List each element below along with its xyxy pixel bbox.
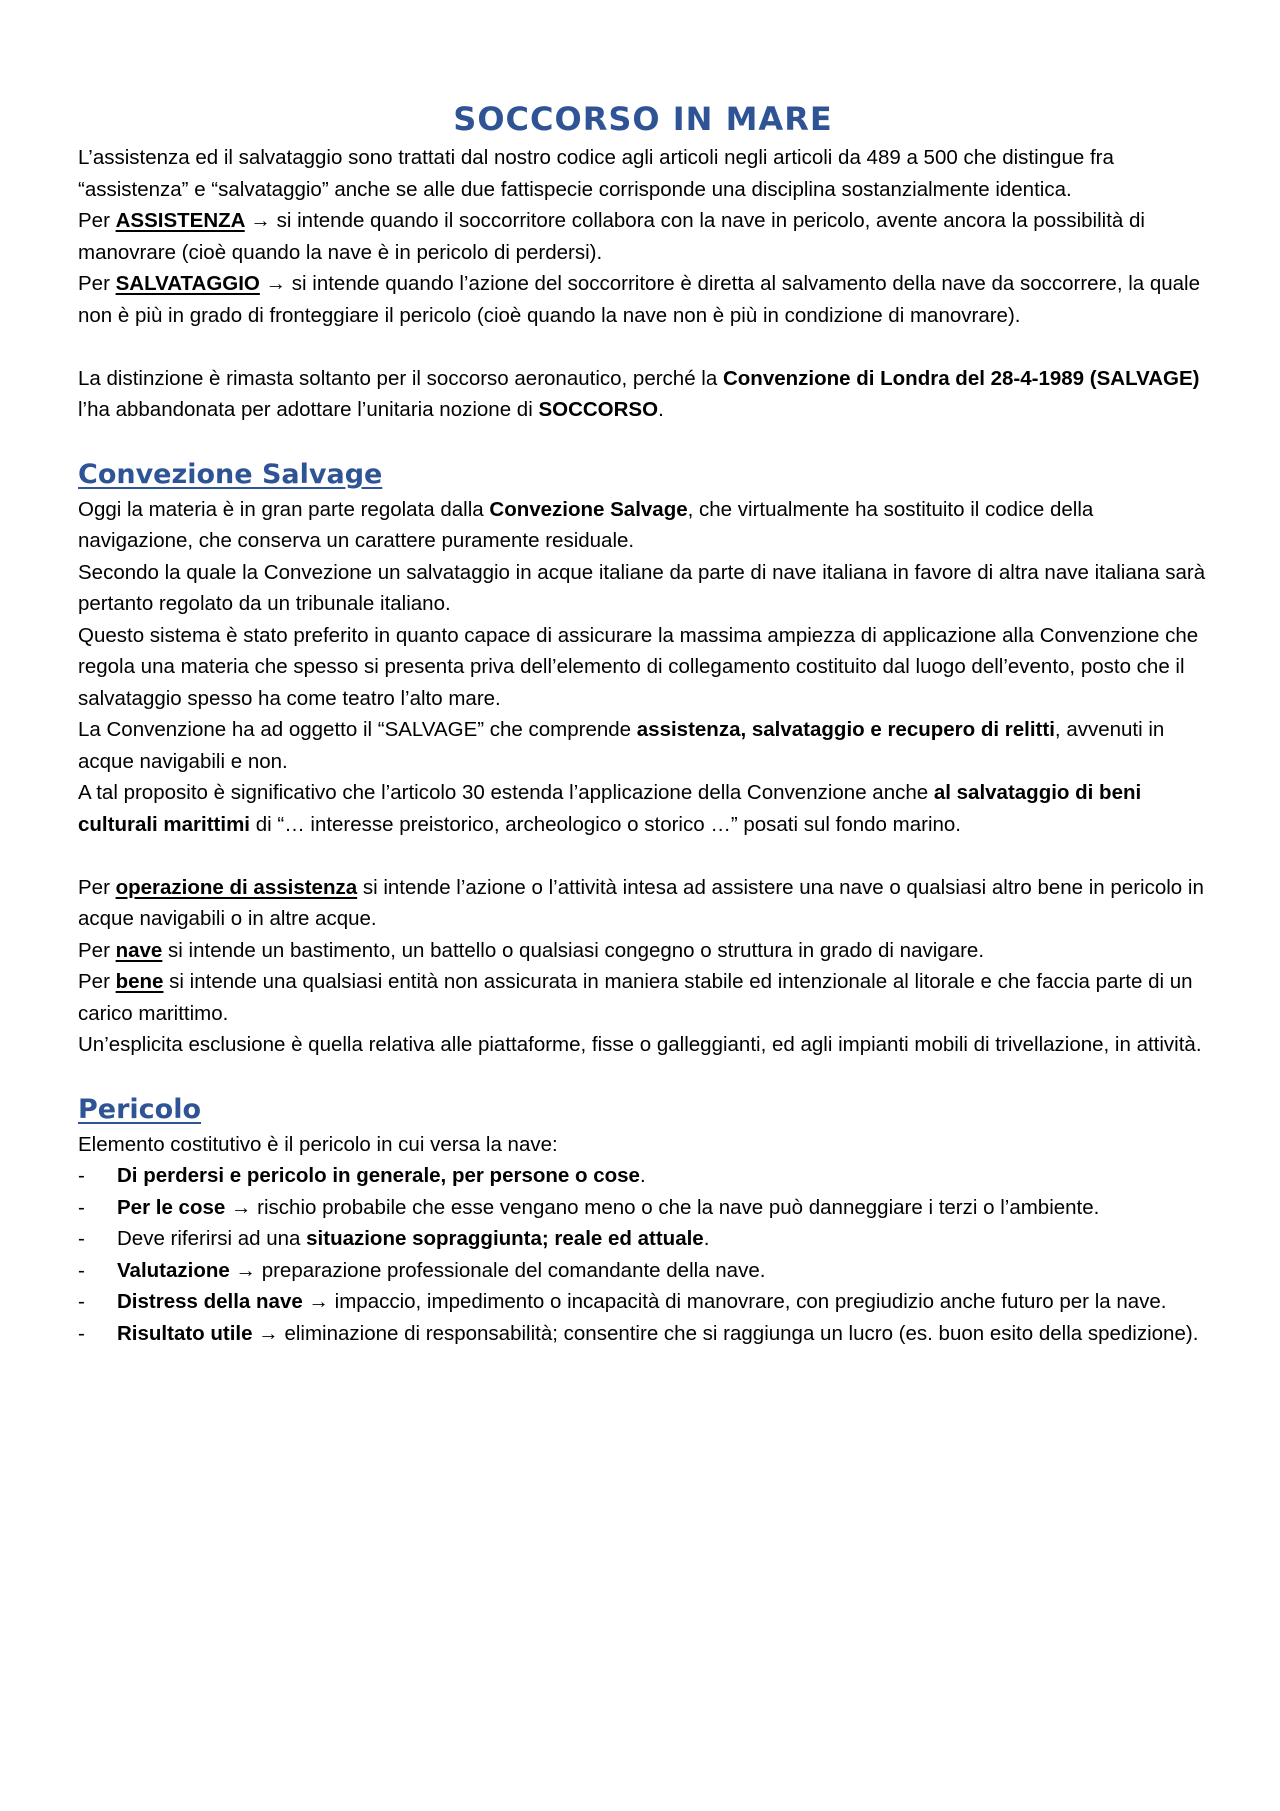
- salvage-paragraph-2: Secondo la quale la Convezione un salvataggio in acque italiane da parte di nave italiana in favore di altra nave italiana sarà pertanto regolato da un tribunale italiano.: [78, 560, 1206, 615]
- text-fragment: A tal proposito è significativo che l’articolo 30 estenda l’applicazione della Convenzione anche: [78, 781, 934, 804]
- text-fragment: si intende una qualsiasi entità non assicurata in maniera stabile ed intenzionale al litorale e che faccia parte di un carico marittimo.: [78, 970, 1193, 1025]
- text-fragment: si intende l’azione o l’attività intesa ad assistere una nave o qualsiasi altro bene in pericolo in acque navigabili o in altre acque.: [78, 875, 1204, 930]
- salvage-paragraph-5: [78, 777, 1208, 840]
- bold-fragment: Convezione Salvage: [489, 497, 688, 521]
- dash-bullet: -: [78, 1258, 85, 1282]
- list-item: [78, 1255, 1208, 1287]
- section-heading-salvage: Convezione Salvage: [78, 458, 383, 490]
- list-item: [78, 1286, 1208, 1318]
- text-fragment: Oggi la materia è in gran parte regolata dalla: [78, 497, 490, 521]
- text-fragment: Per: [78, 272, 116, 295]
- text-fragment: si intende quando il soccorritore collabora con la nave in pericolo, avente ancora la possibilità di manovrare (cioè quando la nave è in pericolo di perdersi).: [78, 209, 1145, 264]
- document-title: SOCCORSO IN MARE: [453, 100, 833, 138]
- arrow-icon: →: [252, 1321, 285, 1345]
- spacer: [78, 331, 1208, 363]
- bold-fragment: assistenza, salvataggio e recupero di relitti: [636, 718, 1055, 741]
- arrow-icon: →: [225, 1195, 258, 1219]
- dash-bullet: -: [78, 1321, 85, 1345]
- definition-bene: [78, 966, 1208, 1029]
- text-fragment: La Convenzione ha ad oggetto il “SALVAGE” che comprende: [78, 718, 637, 741]
- dash-bullet: -: [78, 1290, 85, 1313]
- text-fragment: .: [658, 398, 664, 421]
- pericolo-list: [78, 1160, 1208, 1349]
- salvage-paragraph-4: [78, 714, 1208, 777]
- text-fragment: impaccio, impedimento o incapacità di manovrare, con pregiudizio anche futuro per la nave.: [334, 1290, 1167, 1313]
- intro-paragraph-salvataggio: [78, 268, 1208, 331]
- list-item: [78, 1192, 1208, 1224]
- arrow-icon: →: [259, 272, 292, 295]
- text-fragment: Per: [78, 209, 116, 232]
- arrow-icon: →: [229, 1258, 262, 1282]
- bold-fragment: SOCCORSO: [538, 398, 659, 421]
- list-item: [78, 1160, 1208, 1192]
- list-item: [78, 1318, 1208, 1350]
- salvage-paragraph-3: Questo sistema è stato preferito in quanto capace di assicurare la massima ampiezza di applicazione alla Convenzione che regola una materia che spesso si presenta priva dell’elemento di collegamento costituito dal luogo dell’evento, posto che il salvataggio spesso ha come teatro l’alto mare.: [78, 623, 1199, 710]
- text-fragment: si intende un bastimento, un battello o qualsiasi congegno o struttura in grado di navigare.: [162, 938, 985, 962]
- bold-fragment: situazione sopraggiunta; reale ed attuale: [306, 1227, 704, 1250]
- text-fragment: Deve riferirsi ad una: [117, 1227, 307, 1250]
- bold-fragment: Convenzione di Londra del 28-4-1989 (SALVAGE): [722, 366, 1200, 390]
- text-fragment: rischio probabile che esse vengano meno o che la nave può danneggiare i terzi o l’ambiente.: [257, 1195, 1100, 1219]
- dash-bullet: -: [78, 1227, 85, 1250]
- intro-paragraph-distinzione: [78, 363, 1208, 426]
- text-fragment: , che virtualmente ha sostituito il codice della navigazione, che conserva un carattere puramente residuale.: [78, 497, 1094, 552]
- spacer: [78, 840, 1208, 872]
- text-fragment: .: [639, 1164, 646, 1187]
- text-fragment: l’ha abbandonata per adottare l’unitaria nozione di: [78, 398, 539, 421]
- document-page: [78, 100, 1208, 1349]
- bold-fragment: Per le cose: [117, 1195, 226, 1219]
- text-fragment: preparazione professionale del comandante della nave.: [261, 1258, 766, 1282]
- bold-fragment: Risultato utile: [117, 1321, 253, 1345]
- salvage-paragraph-exclusion: Un’esplicita esclusione è quella relativa alle piattaforme, fisse o galleggianti, ed agli impianti mobili di trivellazione, in attività.: [78, 1033, 1202, 1056]
- dash-bullet: -: [78, 1195, 85, 1219]
- bold-fragment: Distress della nave: [117, 1290, 303, 1313]
- text-fragment: .: [703, 1227, 710, 1250]
- text-fragment: , avvenuti in acque navigabili e non.: [78, 718, 1165, 773]
- text-fragment: di “… interesse preistorico, archeologico o storico …” posati sul fondo marino.: [250, 812, 961, 836]
- text-fragment: eliminazione di responsabilità; consentire che si raggiunga un lucro (es. buon esito della spedizione).: [284, 1321, 1199, 1345]
- text-fragment: Per: [78, 970, 116, 993]
- text-fragment: si intende quando l’azione del soccorritore è diretta al salvamento della nave da soccorrere, la quale non è più in grado di fronteggiare il pericolo (cioè quando la nave non è più in condizione di manovrare).: [78, 272, 1201, 327]
- intro-paragraph-assistenza: [78, 205, 1208, 268]
- list-item: [78, 1223, 1208, 1255]
- bold-fragment: al salvataggio di beni culturali marittimi: [78, 781, 1142, 836]
- text-fragment: La distinzione è rimasta soltanto per il soccorso aeronautico, perché la: [78, 366, 723, 390]
- term-bene: bene: [115, 970, 164, 993]
- term-salvataggio: SALVATAGGIO: [115, 272, 260, 295]
- term-assistenza: ASSISTENZA: [115, 209, 245, 232]
- dash-bullet: -: [78, 1164, 85, 1187]
- intro-paragraph-1: L’assistenza ed il salvataggio sono trattati dal nostro codice agli articoli negli articoli da 489 a 500 che distingue fra “assistenza” e “salvataggio” anche se alle due fattispecie corrisponde una disciplina sostanzialmente identica.: [78, 146, 1114, 201]
- text-fragment: Per: [78, 938, 116, 962]
- section-heading-pericolo: Pericolo: [78, 1093, 202, 1125]
- term-operazione-di-assistenza: operazione di assistenza: [115, 875, 358, 899]
- term-nave: nave: [115, 938, 163, 962]
- salvage-paragraph-1: [78, 494, 1208, 557]
- arrow-icon: →: [302, 1290, 335, 1313]
- bold-fragment: Di perdersi e pericolo in generale, per persone o cose: [117, 1164, 640, 1187]
- definition-nave: [78, 935, 1208, 967]
- bold-fragment: Valutazione: [117, 1258, 230, 1282]
- text-fragment: Per: [78, 875, 116, 899]
- pericolo-intro: Elemento costitutivo è il pericolo in cui versa la nave:: [78, 1132, 558, 1156]
- definition-operazione: [78, 872, 1208, 935]
- arrow-icon: →: [244, 209, 277, 232]
